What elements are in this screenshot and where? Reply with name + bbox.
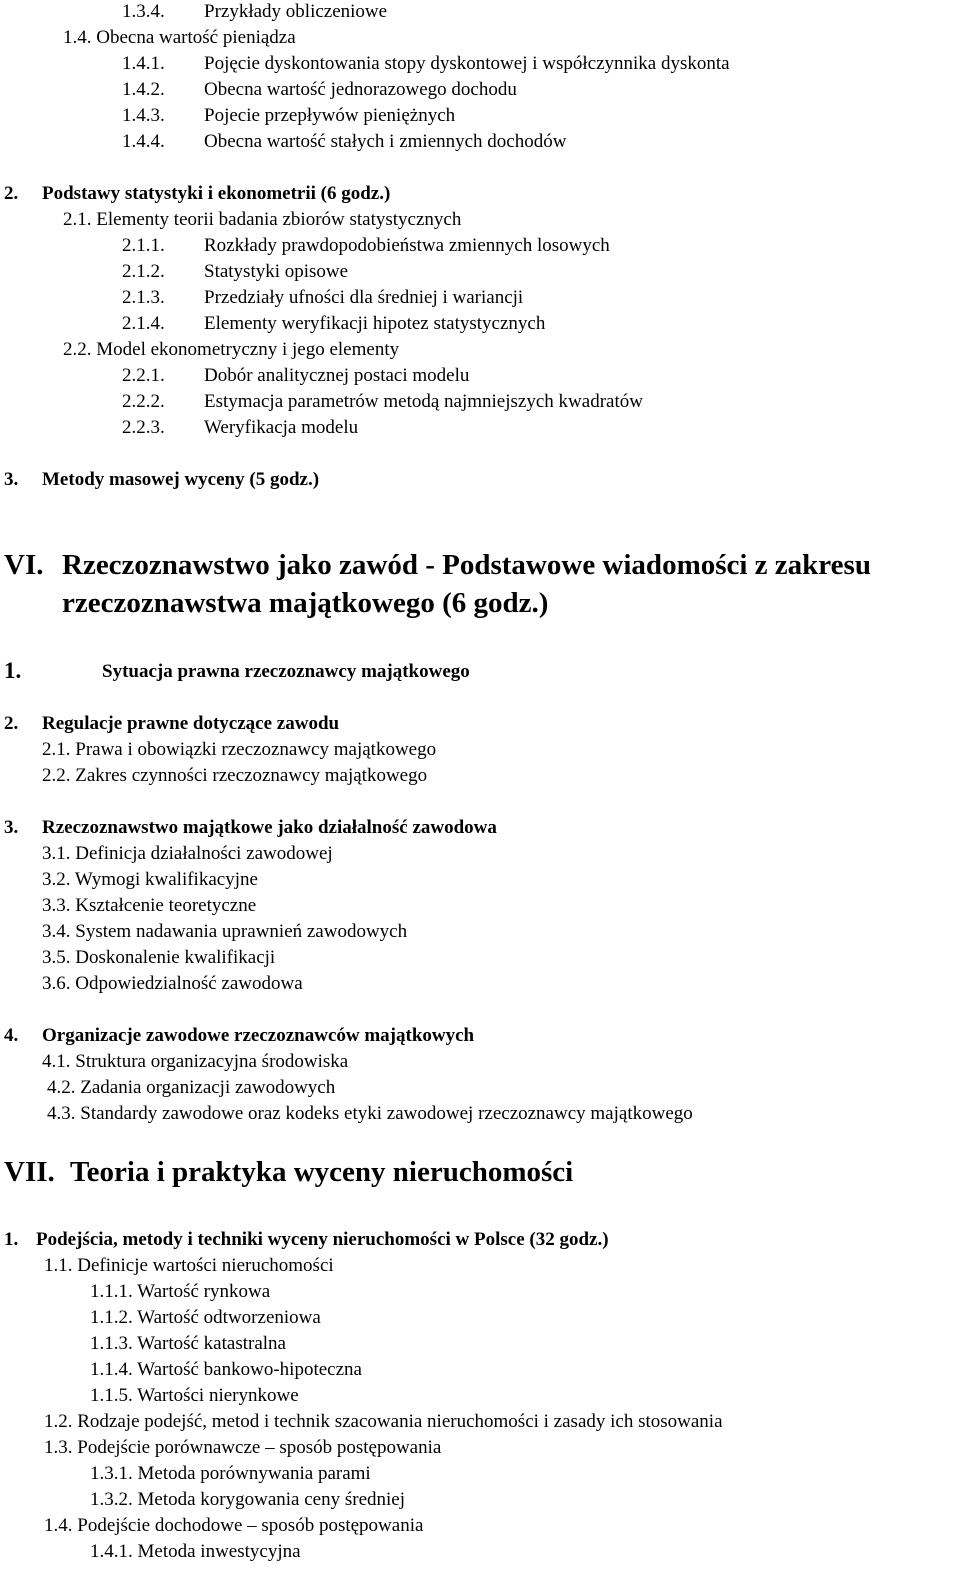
section-title: Organizacje zawodowe rzeczoznawców majątkowych <box>42 1025 475 1046</box>
toc-line-vii-1-1-2: 1.1.2. Wartość odtworzeniowa <box>90 1307 321 1328</box>
chapter-title: Teoria i praktyka wyceny nieruchomości <box>70 1156 574 1188</box>
toc-line-vi-3-2: 3.2. Wymogi kwalifikacyjne <box>42 869 258 890</box>
chapter-title: Rzeczoznawstwo jako zawód - Podstawowe wiadomości z zakresu <box>62 549 871 581</box>
section-number: 2. <box>4 183 19 204</box>
toc-line-vi-2-2: 2.2. Zakres czynności rzeczoznawcy majątkowego <box>42 765 428 786</box>
toc-line-vii-1-4-1: 1.4.1. Metoda inwestycyjna <box>90 1541 301 1562</box>
toc-line-2-1: 2.1. Elementy teorii badania zbiorów statystycznych <box>63 209 462 230</box>
item-text: Weryfikacja modelu <box>204 417 359 438</box>
item-text: Elementy weryfikacji hipotez statystycznych <box>204 313 546 334</box>
toc-line-vi-3-3: 3.3. Kształcenie teoretyczne <box>42 895 257 916</box>
toc-line-vii-1-1: 1.1. Definicje wartości nieruchomości <box>44 1255 334 1276</box>
chapter-number: VII. <box>4 1156 55 1188</box>
toc-line-vii-1-3: 1.3. Podejście porównawcze – sposób postępowania <box>44 1437 442 1458</box>
toc-line-vi-2-1: 2.1. Prawa i obowiązki rzeczoznawcy majątkowego <box>42 739 437 760</box>
item-number: 1.4.1. <box>122 53 165 74</box>
item-text: Dobór analitycznej postaci modelu <box>204 365 470 386</box>
section-number: 3. <box>4 817 19 838</box>
item-number: 2.1.2. <box>122 261 165 282</box>
item-number: 1.4.3. <box>122 105 165 126</box>
item-text: Obecna wartość stałych i zmiennych dochodów <box>204 131 567 152</box>
toc-line-vii-1-1-1: 1.1.1. Wartość rynkowa <box>90 1281 271 1302</box>
item-number: 2.1.1. <box>122 235 165 256</box>
toc-line-vii-1-4: 1.4. Podejście dochodowe – sposób postępowania <box>44 1515 424 1536</box>
toc-line-vii-1-1-4: 1.1.4. Wartość bankowo-hipoteczna <box>90 1359 362 1380</box>
item-number: 1.4.4. <box>122 131 165 152</box>
toc-line-vi-3-4: 3.4. System nadawania uprawnień zawodowych <box>42 921 408 942</box>
section-title: Sytuacja prawna rzeczoznawcy majątkowego <box>102 661 470 682</box>
item-text: Rozkłady prawdopodobieństwa zmiennych losowych <box>204 235 610 256</box>
toc-line-vi-4-1: 4.1. Struktura organizacyjna środowiska <box>42 1051 349 1072</box>
toc-line-1-4: 1.4. Obecna wartość pieniądza <box>63 27 296 48</box>
item-text: Estymacja parametrów metodą najmniejszych kwadratów <box>204 391 643 412</box>
item-text: Obecna wartość jednorazowego dochodu <box>204 79 517 100</box>
item-text: Pojęcie dyskontowania stopy dyskontowej i współczynnika dyskonta <box>204 53 730 74</box>
section-title: Metody masowej wyceny (5 godz.) <box>42 469 320 490</box>
section-number: 2. <box>4 713 19 734</box>
section-title: Podstawy statystyki i ekonometrii (6 godz.) <box>42 183 391 204</box>
item-number: 2.2.1. <box>122 365 165 386</box>
item-number: 2.1.4. <box>122 313 165 334</box>
section-number: 4. <box>4 1025 19 1046</box>
section-title: Regulacje prawne dotyczące zawodu <box>42 713 340 734</box>
toc-line-vii-1-2: 1.2. Rodzaje podejść, metod i technik szacowania nieruchomości i zasady ich stosowania <box>44 1411 723 1432</box>
toc-line-vi-4-2: 4.2. Zadania organizacji zawodowych <box>47 1077 336 1098</box>
toc-line-vii-1-1-5: 1.1.5. Wartości nierynkowe <box>90 1385 299 1406</box>
toc-line-vi-3-6: 3.6. Odpowiedzialność zawodowa <box>42 973 303 994</box>
item-text: Przedziały ufności dla średniej i wariancji <box>204 287 524 308</box>
chapter-title-continued: rzeczoznawstwa majątkowego (6 godz.) <box>62 587 549 619</box>
toc-line-vii-1-3-1: 1.3.1. Metoda porównywania parami <box>90 1463 371 1484</box>
chapter-number: VI. <box>4 549 44 581</box>
item-number: 2.2.3. <box>122 417 165 438</box>
toc-line-vii-1-1-3: 1.1.3. Wartość katastralna <box>90 1333 286 1354</box>
item-number: 2.1.3. <box>122 287 165 308</box>
toc-line-vi-3-1: 3.1. Definicja działalności zawodowej <box>42 843 333 864</box>
item-text: Przykłady obliczeniowe <box>204 1 388 22</box>
section-number: 1. <box>4 1229 19 1250</box>
item-text: Statystyki opisowe <box>204 261 349 282</box>
toc-line-vii-1-3-2: 1.3.2. Metoda korygowania ceny średniej <box>90 1489 405 1510</box>
item-number: 1.4.2. <box>122 79 165 100</box>
section-number: 1. <box>4 658 22 683</box>
item-number: 2.2.2. <box>122 391 165 412</box>
item-text: Pojecie przepływów pieniężnych <box>204 105 456 126</box>
toc-line-2-2: 2.2. Model ekonometryczny i jego elementy <box>63 339 400 360</box>
item-number: 1.3.4. <box>122 1 165 22</box>
toc-line-vi-3-5: 3.5. Doskonalenie kwalifikacji <box>42 947 276 968</box>
section-number: 3. <box>4 469 19 490</box>
section-title: Podejścia, metody i techniki wyceny nieruchomości w Polsce (32 godz.) <box>36 1229 609 1250</box>
toc-line-vi-4-3: 4.3. Standardy zawodowe oraz kodeks etyki zawodowej rzeczoznawcy majątkowego <box>47 1103 693 1124</box>
section-title: Rzeczoznawstwo majątkowe jako działalność zawodowa <box>42 817 497 838</box>
